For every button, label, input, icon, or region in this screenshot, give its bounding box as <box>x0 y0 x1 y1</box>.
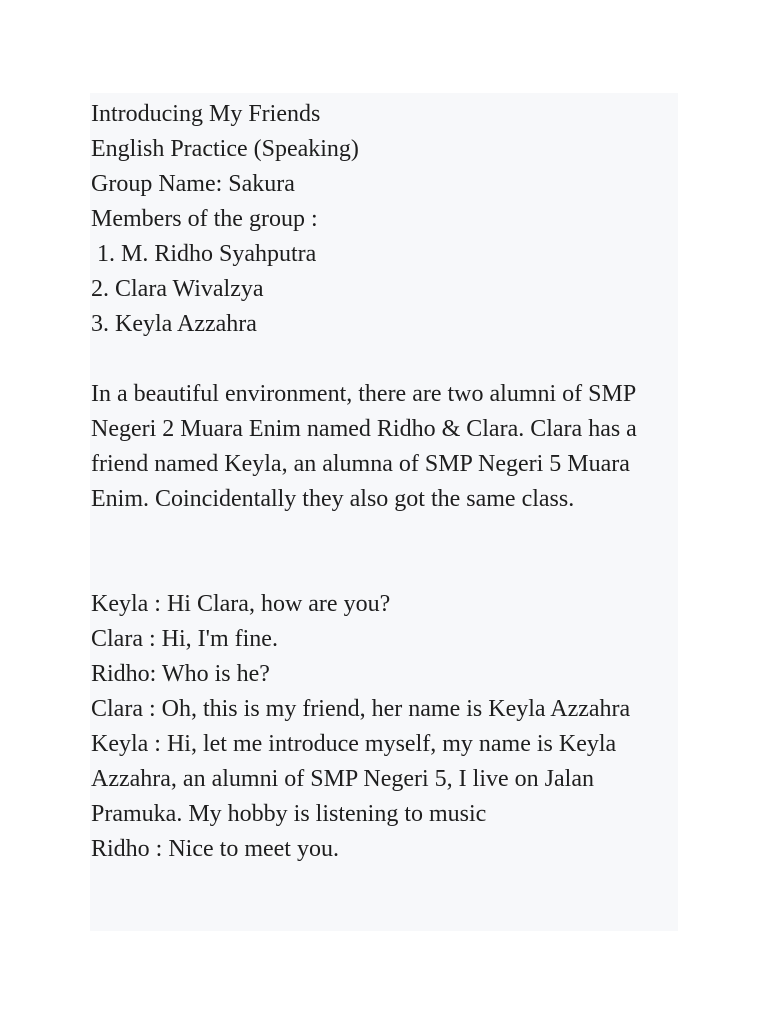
spacer <box>91 342 678 377</box>
document-title: Introducing My Friends <box>91 101 321 127</box>
dialogue-line: Clara : Oh, this is my friend, her name is Keyla Azzahra <box>91 696 631 722</box>
dialogue-line: Keyla : Hi, let me introduce myself, my name is Keyla Azzahra, an alumni of SMP Negeri 5, I live on Jalan Pramuka. My hobby is listening to music <box>91 731 617 827</box>
member-item: 3. Keyla Azzahra <box>91 311 257 337</box>
document-subtitle: English Practice (Speaking) <box>91 136 359 162</box>
dialogue-line: Clara : Hi, I'm fine. <box>91 626 278 652</box>
dialogue-line: Keyla : Hi Clara, how are you? <box>91 591 391 617</box>
spacer <box>91 517 678 587</box>
member-item: 2. Clara Wivalzya <box>91 276 264 302</box>
member-item: 1. M. Ridho Syahputra <box>91 241 317 267</box>
group-name: Group Name: Sakura <box>91 171 295 197</box>
dialogue-line: Ridho : Nice to meet you. <box>91 836 339 862</box>
dialogue-line: Ridho: Who is he? <box>91 661 270 687</box>
members-label: Members of the group : <box>91 206 318 232</box>
narrative-paragraph: In a beautiful environment, there are two alumni of SMP Negeri 2 Muara Enim named Ridho & Clara. Clara has a friend named Keyla, an alumna of SMP Negeri 5 Muara Enim. Coincidentally they also got the same class. <box>91 381 637 512</box>
document-text-block <box>90 93 678 931</box>
